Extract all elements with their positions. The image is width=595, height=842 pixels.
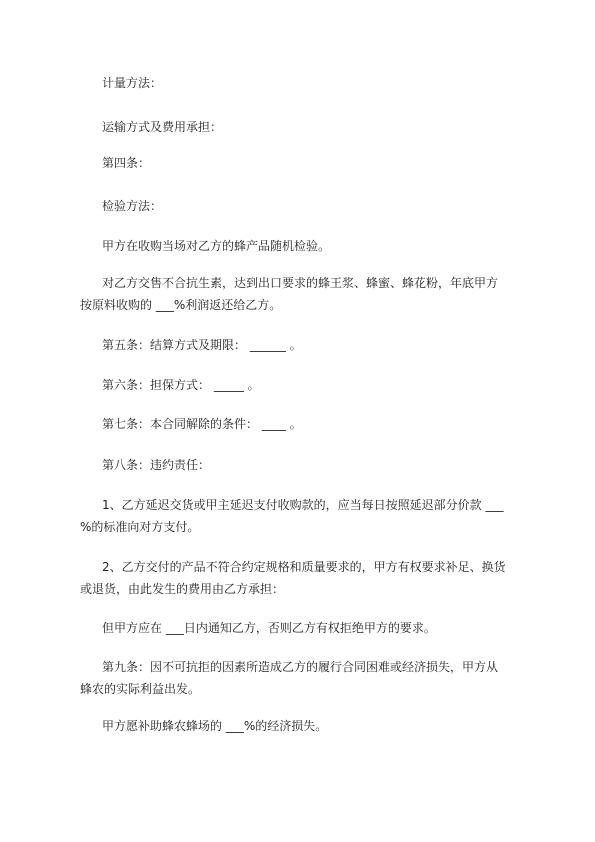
- paragraph-measurement-method: 计量方法：: [102, 76, 163, 90]
- paragraph-article-seven: 第七条：本合同解除的条件： ____ 。: [102, 417, 302, 431]
- paragraph-article-five: 第五条：结算方式及期限： ______ 。: [102, 338, 302, 352]
- paragraph-transport-method: 运输方式及费用承担：: [102, 120, 223, 134]
- paragraph-article-eight: 第八条：违约责任：: [102, 458, 211, 472]
- paragraph-article-six: 第六条：担保方式： _____ 。: [102, 378, 260, 392]
- paragraph-loss-subsidy: 甲方愿补助蜂农蜂场的 ___%的经济损失。: [102, 719, 328, 733]
- paragraph-notice-period: 但甲方应在 ___日内通知乙方，否则乙方有权拒绝甲方的要求。: [102, 621, 436, 635]
- paragraph-breach-delay: 1、乙方延迟交货或甲主延迟支付收购款的，应当每日按照延迟部分价款 ___ %的标准向对方支付。: [80, 498, 504, 534]
- paragraph-article-nine: 第九条：因不可抗拒的因素所造成乙方的履行合同困难或经济损失，甲方从蜂农的实际利益出发。: [80, 660, 499, 696]
- paragraph-article-four: 第四条：: [102, 156, 151, 170]
- paragraph-inspection-method: 检验方法：: [102, 199, 163, 213]
- paragraph-profit-return: 对乙方交售不合抗生素，达到出口要求的蜂王浆、蜂蜜、蜂花粉，年底甲方按原料收购的 ___%利润返还给乙方。: [80, 276, 499, 312]
- paragraph-breach-quality: 2、乙方交付的产品不符合约定规格和质量要求的，甲方有权要求补足、换货或退货，由此发生的费用由乙方承担：: [80, 560, 506, 596]
- paragraph-random-inspection: 甲方在收购当场对乙方的蜂产品随机检验。: [102, 239, 331, 253]
